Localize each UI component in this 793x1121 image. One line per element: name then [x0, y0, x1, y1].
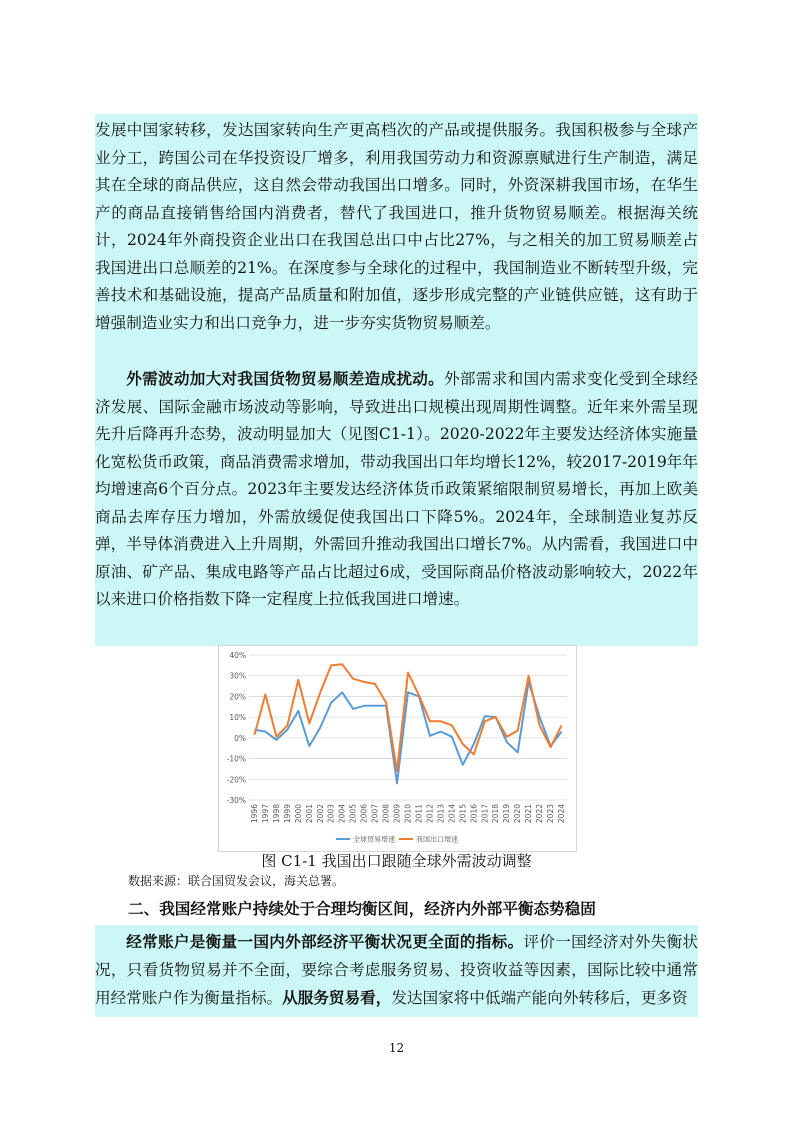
- x-tick-label: 2009: [392, 804, 402, 824]
- x-tick-label: 1996: [249, 804, 259, 824]
- figure-caption: 图 C1-1 我国出口跟随全球外需波动调整: [261, 852, 532, 870]
- x-tick-label: 2015: [458, 804, 468, 824]
- body-paragraph-2: [95, 365, 698, 614]
- x-tick-label: 2006: [359, 804, 369, 824]
- x-tick-label: 1999: [282, 804, 292, 824]
- y-tick-label: 0%: [234, 733, 246, 743]
- y-tick-label: 40%: [229, 651, 246, 660]
- y-tick-label: -10%: [226, 754, 246, 764]
- x-tick-label: 2020: [513, 804, 523, 824]
- x-tick-label: 2012: [425, 804, 435, 824]
- paragraph-3-tail: 发达国家将中低端产能向外转移后，更多资: [391, 989, 688, 1007]
- paragraph-1-text: 发展中国家转移，发达国家转向生产更高档次的产品或提供服务。我国积极参与全球产业分工，跨国公司在华投资设厂增多，利用我国劳动力和资源禀赋进行生产制造，满足其在全球的商品供应，这自然会带动我国出口增多。同时，外资深耕我国市场，在华生产的商品直接销售给国内消费者，替代了我国进口，推升货物贸易顺差。根据海关统计，2024年外商投资企业出口在我国总出口中占比27%，与之相关的加工贸易顺差占我国进出口总顺差的21%。在深度参与全球化的过程中，我国制造业不断转型升级，完善技术和基础设施，提高产品质量和附加值，逐步形成完整的产业链供应链，这有助于增强制造业实力和出口竞争力，进一步夯实货物贸易顺差。: [95, 121, 698, 332]
- paragraph-3-lead-2: 从服务贸易看，: [282, 988, 392, 1007]
- y-tick-label: -20%: [226, 775, 246, 785]
- x-tick-label: 2000: [293, 804, 303, 824]
- y-tick-label: 30%: [229, 671, 246, 681]
- legend-label: 我国出口增速: [416, 835, 458, 844]
- x-tick-label: 2011: [414, 804, 424, 824]
- x-tick-label: 2021: [524, 804, 534, 824]
- x-tick-label: 2017: [480, 804, 490, 824]
- body-paragraph-3: [95, 928, 698, 1013]
- x-tick-label: 2007: [370, 804, 380, 824]
- paragraph-3-lead: 经常账户是衡量一国内外部经济平衡状况更全面的指标。: [126, 932, 524, 951]
- page-number: 12: [388, 1041, 405, 1055]
- x-tick-label: 2016: [469, 804, 479, 824]
- x-tick-label: 2004: [337, 804, 347, 824]
- paragraph-2-lead: 外需波动加大对我国货物贸易顺差造成扰动。: [126, 369, 445, 388]
- x-tick-label: 2008: [381, 804, 391, 824]
- y-tick-label: 10%: [229, 713, 246, 723]
- x-tick-label: 2024: [557, 804, 567, 824]
- y-tick-label: 20%: [229, 692, 246, 702]
- x-tick-label: 1998: [271, 804, 281, 824]
- legend-label: 全球贸易增速: [353, 835, 395, 844]
- x-tick-label: 2002: [315, 804, 325, 824]
- line-chart: [219, 646, 576, 851]
- x-tick-label: 1997: [260, 804, 270, 824]
- x-tick-label: 2019: [502, 804, 512, 824]
- figure-chart: [218, 645, 577, 852]
- x-tick-label: 2013: [436, 804, 446, 824]
- x-tick-label: 2003: [326, 804, 336, 824]
- y-tick-label: -30%: [226, 796, 246, 805]
- paragraph-2-body: 外部需求和国内需求变化受到全球经济发展、国际金融市场波动等影响，导致进出口规模出现周期性调整。近年来外需呈现先升后降再升态势，波动明显加大（见图C1-1）。2020-2022年主要发达经济体实施量化宽松货币政策，商品消费需求增加，带动我国出口年均增长12%，较2017-2019年年均增速高6个百分点。2023年主要发达经济体货币政策紧缩限制贸易增长，再加上欧美商品去库存压力增加，外需放缓促使我国出口下降5%。2024年，全球制造业复苏反弹，半导体消费进入上升周期，外需回升推动我国出口增长7%。从内需看，我国进口中原油、矿产品、集成电路等产品占比超过6成，受国际商品价格波动影响较大，2022年以来进口价格指数下降一定程度上拉低我国进口增速。: [95, 370, 698, 608]
- x-tick-label: 2010: [403, 804, 413, 824]
- body-paragraph-1: [95, 117, 698, 337]
- x-tick-label: 2001: [304, 804, 314, 824]
- paragraph-3-mid: 评价一国经济对外失衡状况，只看货物贸易并不全面，要综合考虑服务贸易、投资收益等因素，国际比较中通常用经常账户作为衡量指标。: [95, 933, 698, 1007]
- section-heading: 二、我国经常账户持续处于合理均衡区间，经济内外部平衡态势稳固: [128, 900, 596, 918]
- x-tick-label: 2014: [447, 804, 457, 824]
- x-tick-label: 2022: [535, 804, 545, 824]
- x-tick-label: 2023: [546, 804, 556, 824]
- figure-source: 数据来源：联合国贸发会议，海关总署。: [128, 874, 345, 888]
- x-tick-label: 2005: [348, 804, 358, 824]
- x-tick-label: 2018: [491, 804, 501, 824]
